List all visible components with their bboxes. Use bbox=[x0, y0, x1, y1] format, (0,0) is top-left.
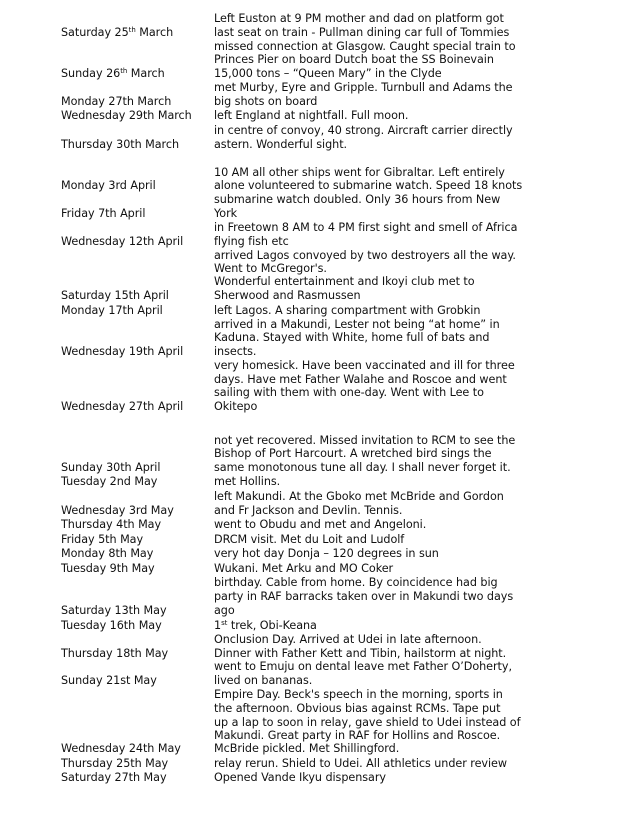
entry-date: Thursday 18th May bbox=[61, 647, 169, 660]
entry-date: Wednesday 12th April bbox=[61, 235, 184, 248]
entry-text-line: Dinner with Father Kett and Tibin, hailstorm at night. bbox=[214, 647, 507, 660]
entry-text-line: in Freetown 8 AM to 4 PM first sight and smell of Africa bbox=[214, 221, 518, 234]
entry-date: Thursday 25th May bbox=[61, 757, 169, 770]
entry-date: Wednesday 29th March bbox=[61, 109, 192, 122]
entry-text-line: same monotonous tune all day. I shall never forget it. bbox=[214, 461, 511, 474]
entry-date: Thursday 4th May bbox=[61, 518, 162, 531]
entry-text-line: Opened Vande Ikyu dispensary bbox=[214, 771, 386, 784]
entry-text-line: met Hollins. bbox=[214, 475, 281, 488]
entry-text-line: left England at nightfall. Full moon. bbox=[214, 109, 409, 122]
entry-text-line: days. Have met Father Walahe and Roscoe and went bbox=[214, 373, 507, 386]
entry-text-line: sailing with them with one-day. Went with Lee to bbox=[214, 386, 484, 399]
entry-text-line: Bishop of Port Harcourt. A wretched bird sings the bbox=[214, 447, 492, 460]
entry-text-line: met Murby, Eyre and Gripple. Turnbull and Adams the bbox=[214, 81, 513, 94]
entry-date: Monday 8th May bbox=[61, 547, 154, 560]
entry-text-line: went to Emuju on dental leave met Father O’Doherty, bbox=[214, 660, 512, 673]
entry-text-line: submarine watch doubled. Only 36 hours from New bbox=[214, 193, 501, 206]
entry-text-line: Went to McGregor's. bbox=[214, 262, 327, 275]
entry-date: Thursday 30th March bbox=[61, 138, 179, 151]
entry-date: Sunday 26th March bbox=[61, 67, 165, 80]
entry-date: Wednesday 24th May bbox=[61, 742, 181, 755]
entry-date: Wednesday 27th April bbox=[61, 400, 184, 413]
entry-text-line: Princes Pier on board Dutch boat the SS Boinevain bbox=[214, 53, 494, 66]
entry-date: Monday 17th April bbox=[61, 304, 163, 317]
entry-text-line: left Makundi. At the Gboko met McBride and Gordon bbox=[214, 490, 504, 503]
entry-text-line: Kaduna. Stayed with White, home full of bats and bbox=[214, 331, 490, 344]
entry-date: Monday 3rd April bbox=[61, 179, 156, 192]
entry-date: Wednesday 19th April bbox=[61, 345, 184, 358]
entry-text-line: 10 AM all other ships went for Gibraltar. Left entirely bbox=[214, 166, 505, 179]
entry-text-line: York bbox=[214, 207, 238, 220]
entry-text-line: left Lagos. A sharing compartment with Grobkin bbox=[214, 304, 481, 317]
entry-text-line: McBride pickled. Met Shillingford. bbox=[214, 742, 400, 755]
entry-text-line: party in RAF barracks taken over in Makundi two days bbox=[214, 590, 514, 603]
entry-date: Friday 7th April bbox=[61, 207, 146, 220]
entry-text-line: birthday. Cable from home. By coincidence had big bbox=[214, 576, 498, 589]
entry-text-line: astern. Wonderful sight. bbox=[214, 138, 348, 151]
entry-text-line: relay rerun. Shield to Udei. All athletics under review bbox=[214, 757, 507, 770]
entry-date: Saturday 25th March bbox=[61, 26, 174, 39]
entry-text-line: lived on bananas. bbox=[214, 674, 313, 687]
entry-date: Monday 27th March bbox=[61, 95, 172, 108]
entry-text-line: the afternoon. Obvious bias against RCMs. Tape put bbox=[214, 702, 501, 715]
entry-date: Tuesday 16th May bbox=[61, 619, 162, 632]
entry-date: Saturday 27th May bbox=[61, 771, 167, 784]
entry-text-line: very hot day Donja – 120 degrees in sun bbox=[214, 547, 439, 560]
entry-text-line: Wonderful entertainment and Ikoyi club met to bbox=[214, 275, 475, 288]
entry-text-line: big shots on board bbox=[214, 95, 318, 108]
entry-text-line: 15,000 tons – “Queen Mary” in the Clyde bbox=[214, 67, 442, 80]
entry-date: Tuesday 2nd May bbox=[61, 475, 158, 488]
entry-text-line: went to Obudu and met and Angeloni. bbox=[214, 518, 427, 531]
entry-text-line: in centre of convoy, 40 strong. Aircraft carrier directly bbox=[214, 124, 513, 137]
entry-text-line: Makundi. Great party in RAF for Hollins and Roscoe. bbox=[214, 729, 501, 742]
entry-text-line: Okitepo bbox=[214, 400, 258, 413]
entry-date: Saturday 15th April bbox=[61, 289, 169, 302]
entry-date: Sunday 21st May bbox=[61, 674, 157, 687]
entry-text-line: and Fr Jackson and Devlin. Tennis. bbox=[214, 504, 403, 517]
entry-text-line: Sherwood and Rasmussen bbox=[214, 289, 361, 302]
entry-text-line: alone volunteered to submarine watch. Speed 18 knots bbox=[214, 179, 523, 192]
entry-text-line: up a lap to soon in relay, gave shield to Udei instead of bbox=[214, 716, 521, 729]
entry-text-line: Empire Day. Beck's speech in the morning, sports in bbox=[214, 688, 503, 701]
entry-date: Wednesday 3rd May bbox=[61, 504, 174, 517]
entry-text-line: Wukani. Met Arku and MO Coker bbox=[214, 562, 394, 575]
entry-date: Tuesday 9th May bbox=[61, 562, 155, 575]
entry-text-line: arrived Lagos convoyed by two destroyers all the way. bbox=[214, 249, 516, 262]
entry-text-line: flying fish etc bbox=[214, 235, 289, 248]
entry-text-line: missed connection at Glasgow. Caught special train to bbox=[214, 40, 516, 53]
entry-text-line: Left Euston at 9 PM mother and dad on platform got bbox=[214, 12, 504, 25]
entry-text-line: last seat on train - Pullman dining car full of Tommies bbox=[214, 26, 510, 39]
entry-date: Sunday 30th April bbox=[61, 461, 161, 474]
entry-date: Saturday 13th May bbox=[61, 604, 167, 617]
entry-text-line: very homesick. Have been vaccinated and ill for three bbox=[214, 359, 515, 372]
entry-text-line: arrived in a Makundi, Lester not being “at home” in bbox=[214, 318, 500, 331]
entry-text-line: not yet recovered. Missed invitation to RCM to see the bbox=[214, 434, 516, 447]
entry-text-line: insects. bbox=[214, 345, 257, 358]
entry-text-line: 1st trek, Obi-Keana bbox=[214, 619, 317, 632]
entry-text-line: DRCM visit. Met du Loit and Ludolf bbox=[214, 533, 405, 546]
entry-date: Friday 5th May bbox=[61, 533, 144, 546]
entry-text-line: ago bbox=[214, 604, 235, 617]
entry-text-line: Onclusion Day. Arrived at Udei in late afternoon. bbox=[214, 633, 482, 646]
